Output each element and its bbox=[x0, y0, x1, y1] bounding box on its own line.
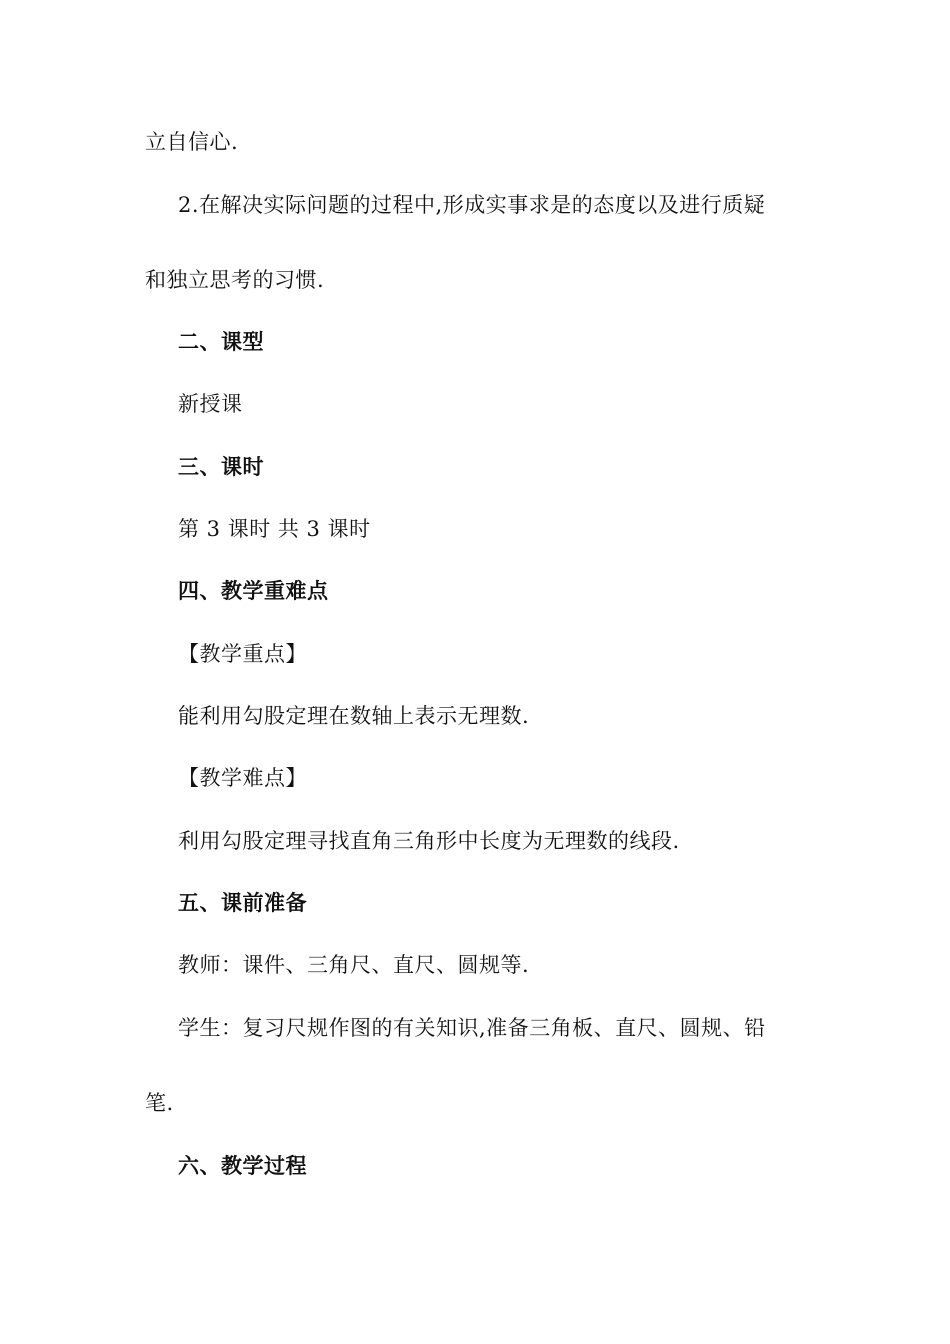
section-heading-preparation: 五、课前准备 bbox=[178, 891, 307, 915]
teaching-focus-label: 【教学重点】 bbox=[178, 642, 307, 666]
teaching-focus-text: 能利用勾股定理在数轴上表示无理数. bbox=[178, 704, 530, 728]
teaching-difficulty-text: 利用勾股定理寻找直角三角形中长度为无理数的线段. bbox=[178, 829, 680, 853]
student-preparation-line-2: 笔. bbox=[145, 1091, 174, 1115]
teaching-difficulty-label: 【教学难点】 bbox=[178, 766, 307, 790]
lesson-time-text: 第 3 课时 共 3 课时 bbox=[178, 517, 371, 541]
objective-item-2-line-1: 2.在解决实际问题的过程中,形成实事求是的态度以及进行质疑 bbox=[178, 193, 766, 217]
section-heading-lesson-type: 二、课型 bbox=[178, 330, 264, 354]
section-heading-key-points: 四、教学重难点 bbox=[178, 579, 329, 603]
lesson-type-text: 新授课 bbox=[178, 392, 243, 416]
paragraph-continuation: 立自信心. bbox=[145, 130, 239, 154]
teacher-preparation-text: 教师：课件、三角尺、直尺、圆规等. bbox=[178, 953, 530, 977]
student-preparation-line-1: 学生：复习尺规作图的有关知识,准备三角板、直尺、圆规、铅 bbox=[178, 1016, 766, 1040]
section-heading-process: 六、教学过程 bbox=[178, 1154, 307, 1178]
section-heading-lesson-time: 三、课时 bbox=[178, 455, 264, 479]
objective-item-2-line-2: 和独立思考的习惯. bbox=[145, 268, 325, 292]
